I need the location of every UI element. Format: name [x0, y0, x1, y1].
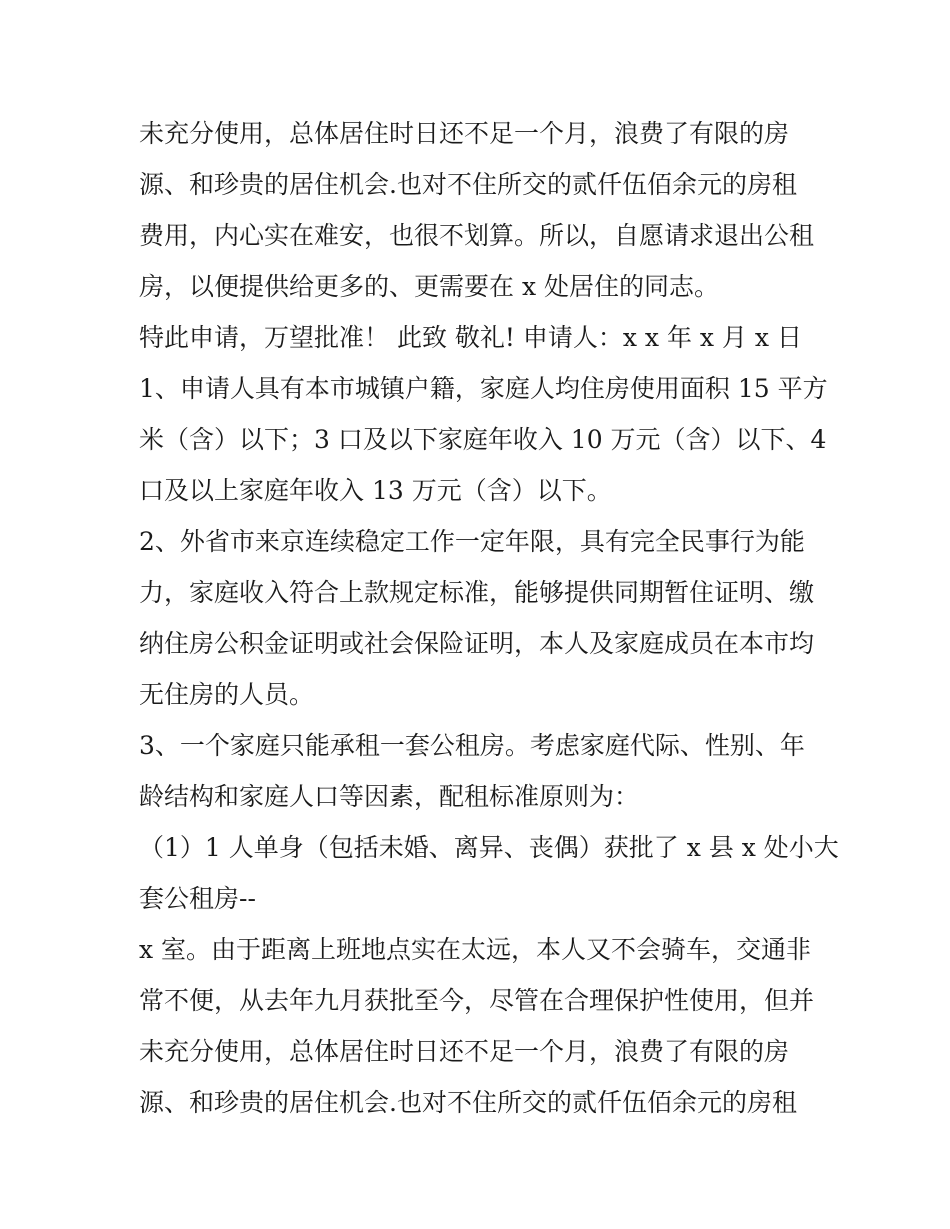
- text-line: 2、外省市来京连续稳定工作一定年限，具有完全民事行为能: [139, 527, 805, 556]
- document-body: [139, 108, 839, 1128]
- text-line: 口及以上家庭年收入 13 万元（含）以下。: [139, 476, 612, 505]
- text-line: 房，以便提供给更多的、更需要在 x 处居住的同志。: [139, 272, 719, 301]
- text-line: x 室。由于距离上班地点实在太远，本人又不会骑车，交通非: [139, 935, 812, 964]
- text-line: 米（含）以下；3 口及以下家庭年收入 10 万元（含）以下、4: [139, 425, 827, 454]
- text-line: 纳住房公积金证明或社会保险证明，本人及家庭成员在本市均: [139, 629, 815, 658]
- text-line: 力，家庭收入符合上款规定标准，能够提供同期暂住证明、缴: [139, 578, 815, 607]
- text-line: 源、和珍贵的居住机会.也对不住所交的贰仟伍佰余元的房租: [139, 1088, 797, 1117]
- text-line: （1）1 人单身（包括未婚、离异、丧偶）获批了 x 县 x 处小大: [139, 833, 839, 862]
- text-line: 无住房的人员。: [139, 680, 315, 709]
- text-line: 套公租房--: [139, 884, 256, 913]
- text-line: 3、一个家庭只能承租一套公租房。考虑家庭代际、性别、年: [139, 731, 805, 760]
- text-line: 常不便，从去年九月获批至今，尽管在合理保护性使用，但并: [139, 986, 815, 1015]
- text-line: 未充分使用，总体居住时日还不足一个月，浪费了有限的房: [139, 1037, 790, 1066]
- text-line: 龄结构和家庭人口等因素，配租标准原则为：: [139, 782, 640, 811]
- text-line: 源、和珍贵的居住机会.也对不住所交的贰仟伍佰余元的房租: [139, 170, 797, 199]
- text-line: 1、申请人具有本市城镇户籍，家庭人均住房使用面积 15 平方: [139, 374, 828, 403]
- text-line: 费用，内心实在难安，也很不划算。所以，自愿请求退出公租: [139, 221, 815, 250]
- text-line: 特此申请，万望批准！ 此致 敬礼! 申请人：x x 年 x 月 x 日: [139, 323, 802, 352]
- text-line: 未充分使用，总体居住时日还不足一个月，浪费了有限的房: [139, 119, 790, 148]
